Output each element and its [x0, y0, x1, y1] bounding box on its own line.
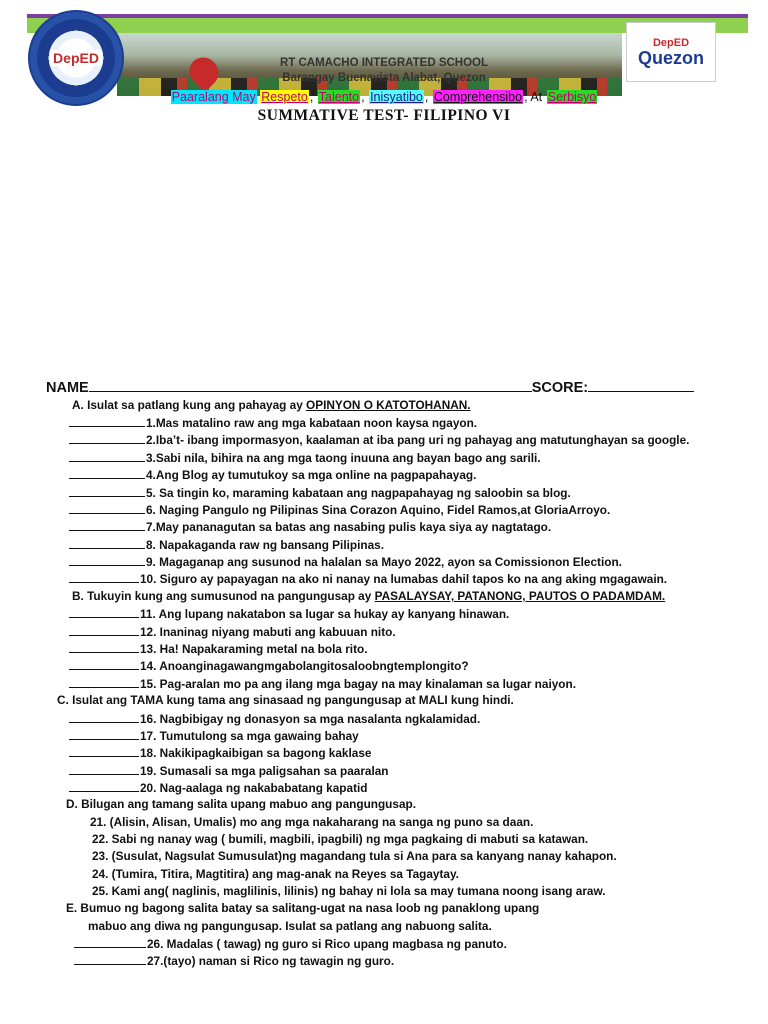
item-text: 9. Magaganap ang susunod na halalan sa Mayo 2022, ayon sa Comissionon Election. [146, 555, 622, 569]
list-item [69, 780, 368, 796]
answer-blank[interactable] [69, 763, 139, 775]
item-text: 6. Naging Pangulo ng Pilipinas Sina Corazon Aquino, Fidel Ramos,at GloriaArroyo. [146, 503, 611, 517]
section-e-instruction-cont: mabuo ang diwa ng pangungusap. Isulat sa patlang ang nabuong salita. [88, 919, 492, 933]
list-item [69, 554, 622, 570]
answer-blank[interactable] [69, 554, 145, 566]
item-text: 13. Ha! Napakaraming metal na bola rito. [140, 642, 368, 656]
school-address: Barangay Buenavista Alabat, Quezon [282, 72, 486, 84]
item-text: 12. Inaninag niyang mabuti ang kabuuan nito. [140, 625, 396, 639]
section-e-instruction: E. Bumuo ng bagong salita batay sa salitang-ugat na nasa loob ng panaklong upang [66, 901, 540, 915]
score-label: SCORE: [531, 380, 589, 396]
list-item [69, 519, 551, 535]
list-item [74, 953, 394, 969]
list-item [69, 467, 476, 483]
motto-part: Inisyatibo [370, 90, 423, 104]
motto-part: Respeto [261, 90, 308, 104]
answer-blank[interactable] [69, 537, 145, 549]
answer-blank[interactable] [69, 641, 139, 653]
answer-blank[interactable] [69, 658, 139, 670]
name-field[interactable] [89, 377, 532, 392]
motto-part: , At [524, 90, 543, 104]
item-text: 8. Napakaganda raw ng bansang Pilipinas. [146, 538, 384, 552]
list-item: 23. (Susulat, Nagsulat Sumusulat)ng magandang tula si Ana para sa kanyang nanay kahapon. [92, 849, 617, 863]
answer-blank[interactable] [69, 432, 145, 444]
answer-blank[interactable] [69, 624, 139, 636]
item-text: 20. Nag-aalaga ng nakababatang kapatid [140, 781, 368, 795]
motto-part: Comprehensibo [433, 90, 523, 104]
list-item [69, 676, 576, 692]
list-item [69, 432, 689, 448]
deped-seal-text: DepED [50, 50, 102, 66]
item-text: 4.Ang Blog ay tumutukoy sa mga online na pagpapahayag. [146, 468, 477, 482]
list-item: 24. (Tumira, Titira, Magtitira) ang mag-anak na Reyes sa Tagaytay. [92, 867, 459, 881]
section-a-emphasis: OPINYON O KATOTOHANAN. [306, 398, 471, 412]
answer-blank[interactable] [69, 485, 145, 497]
answer-blank[interactable] [69, 502, 145, 514]
list-item [69, 658, 469, 674]
item-text: 11. Ang lupang nakatabon sa lugar sa hukay ay kanyang hinawan. [140, 607, 510, 621]
answer-blank[interactable] [69, 606, 139, 618]
list-item [69, 485, 571, 501]
item-text: 16. Nagbibigay ng donasyon sa mga nasalanta ngkalamidad. [140, 712, 481, 726]
section-a-instruction [72, 398, 471, 413]
motto-part: , [361, 90, 365, 104]
list-item [69, 502, 610, 518]
answer-blank[interactable] [69, 467, 145, 479]
deped-quezon-logo-top: DepED [652, 36, 690, 49]
motto-part: , [424, 90, 429, 104]
section-b-emphasis: PASALAYSAY, PATANONG, PAUTOS O PADAMDAM. [374, 589, 666, 603]
list-item [69, 450, 541, 466]
list-item [69, 606, 509, 622]
page-title: SUMMATIVE TEST- FILIPINO VI [257, 107, 511, 124]
item-text: 7.May pananagutan sa batas ang nasabing pulis kaya siya ay nagtatago. [146, 520, 552, 534]
answer-blank[interactable] [69, 745, 139, 757]
answer-blank[interactable] [69, 450, 145, 462]
motto-part: , [309, 90, 314, 104]
answer-blank[interactable] [69, 711, 139, 723]
list-item: 21. (Alisin, Alisan, Umalis) mo ang mga nakaharang na sanga ng puno sa daan. [90, 815, 534, 829]
motto-part: Serbisyo [547, 90, 597, 104]
motto-part: Talento [318, 90, 360, 104]
item-text: 27.(tayo) naman si Rico ng tawagin ng guro. [147, 954, 395, 968]
answer-blank[interactable] [69, 415, 145, 427]
section-a-text: A. Isulat sa patlang kung ang pahayag ay [72, 398, 307, 412]
name-score-line [46, 377, 694, 396]
section-c-instruction: C. Isulat ang TAMA kung tama ang sinasaad ng pangungusap at MALI kung hindi. [57, 693, 514, 707]
list-item [69, 745, 371, 761]
answer-blank[interactable] [69, 676, 139, 688]
score-field[interactable] [588, 377, 694, 392]
item-text: 2.Iba’t- ibang impormasyon, kaalaman at iba pang uri ng pahayag ang matutunghayan sa google. [146, 433, 690, 447]
answer-blank[interactable] [69, 728, 139, 740]
answer-blank[interactable] [74, 953, 146, 965]
section-b-instruction [72, 589, 665, 604]
item-text: 26. Madalas ( tawag) ng guro si Rico upang magbasa ng panuto. [147, 937, 507, 951]
school-name: RT CAMACHO INTEGRATED SCHOOL [279, 57, 489, 69]
item-text: 15. Pag-aralan mo pa ang ilang mga bagay na may kinalaman sa lugar naiyon. [140, 677, 576, 691]
list-item [69, 728, 359, 744]
item-text: 10. Siguro ay papayagan na ako ni nanay na lumabas dahil tapos ko na ang aking mgagawain. [140, 572, 668, 586]
list-item [69, 537, 384, 553]
list-item [74, 936, 507, 952]
list-item [69, 571, 667, 587]
name-label: NAME [46, 380, 89, 396]
list-item: 22. Sabi ng nanay wag ( bumili, magbili, ipagbili) ng mga pagkaing di mabuti sa katawan. [92, 832, 589, 846]
section-b-text: B. Tukuyin kung ang sumusunod na pangungusap ay [72, 589, 375, 603]
answer-blank[interactable] [74, 936, 146, 948]
list-item [69, 763, 389, 779]
answer-blank[interactable] [69, 571, 139, 583]
item-text: 19. Sumasali sa mga paligsahan sa paaralan [140, 764, 389, 778]
list-item [69, 641, 368, 657]
item-text: 18. Nakikipagkaibigan sa bagong kaklase [140, 746, 372, 760]
answer-blank[interactable] [69, 519, 145, 531]
list-item [69, 711, 480, 727]
motto-part: Paaralang May [171, 90, 256, 104]
list-item [69, 624, 396, 640]
school-motto [0, 90, 768, 104]
item-text: 3.Sabi nila, bihira na ang mga taong inuuna ang bayan bago ang sarili. [146, 451, 541, 465]
answer-blank[interactable] [69, 780, 139, 792]
item-text: 5. Sa tingin ko, maraming kabataan ang nagpapahayag ng saloobin sa blog. [146, 486, 571, 500]
item-text: 14. Anoanginagawangmgabolangitosaloobngtemplongito? [140, 659, 469, 673]
item-text: 17. Tumutulong sa mga gawaing bahay [140, 729, 359, 743]
list-item: 25. Kami ang( naglinis, maglilinis, lilinis) ng bahay ni lola sa may tumana noong isang araw. [92, 884, 606, 898]
list-item [69, 415, 477, 431]
deped-quezon-logo-bottom: Quezon [638, 47, 704, 68]
item-text: 1.Mas matalino raw ang mga kabataan noon kaysa ngayon. [146, 416, 478, 430]
section-d-instruction: D. Bilugan ang tamang salita upang mabuo ang pangungusap. [66, 797, 416, 811]
